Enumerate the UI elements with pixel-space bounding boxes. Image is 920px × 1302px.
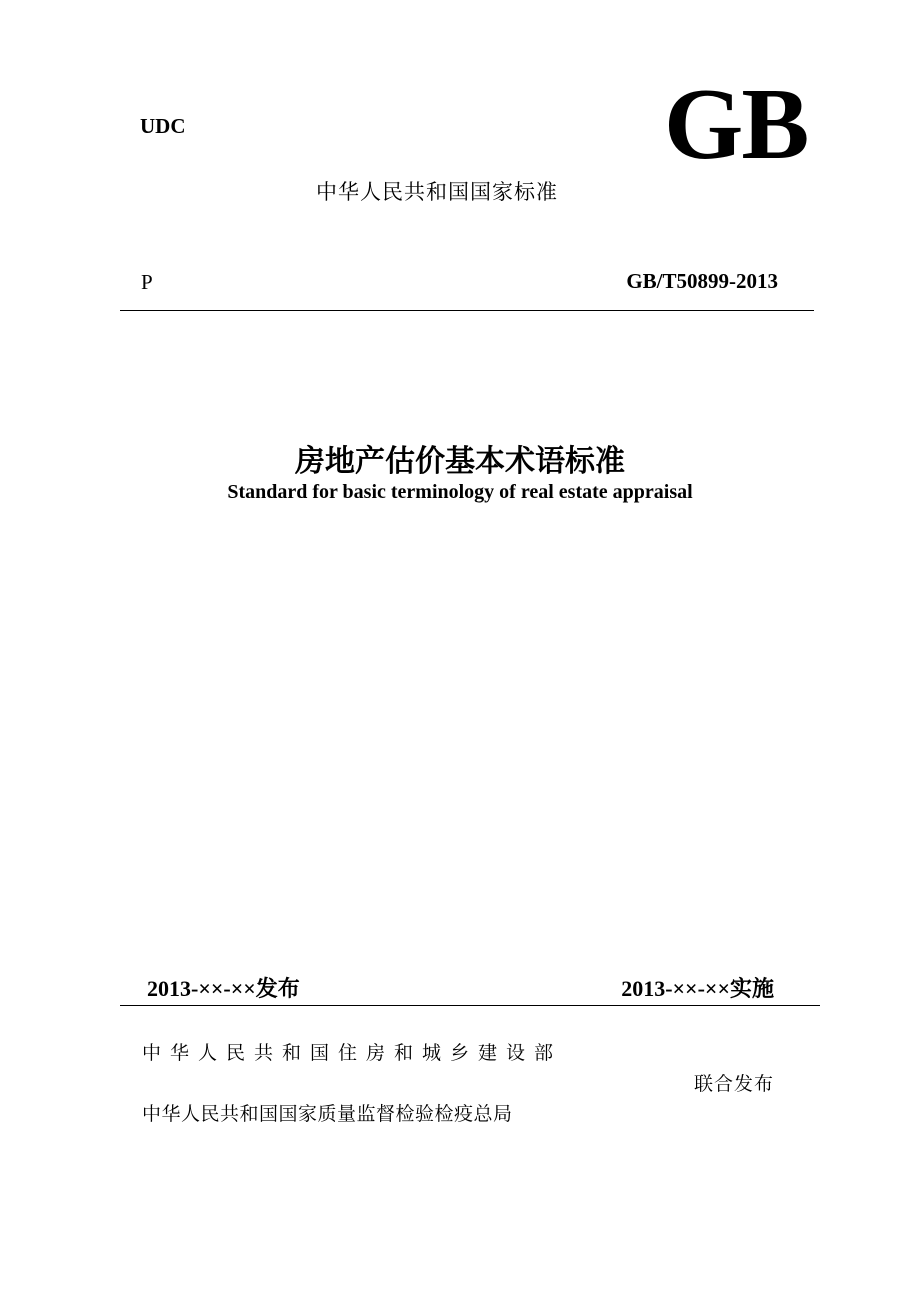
document-title-chinese: 房地产估价基本术语标准: [295, 444, 625, 479]
udc-label: UDC: [140, 114, 186, 138]
issuer-administration: 中华人民共和国国家质量监督检验检疫总局: [142, 1103, 513, 1125]
issue-date: 2013-××-××发布: [147, 976, 300, 1001]
category-code: P: [141, 270, 153, 294]
issuer-ministry: 中华人民共和国住房和城乡建设部: [142, 1042, 563, 1064]
document-title-english: Standard for basic terminology of real estate appraisal: [227, 481, 693, 503]
standard-number: GB/T50899-2013: [626, 269, 778, 293]
footer-divider: [120, 1005, 820, 1006]
standard-authority: 中华人民共和国国家标准: [316, 180, 558, 204]
header-divider: [120, 310, 814, 311]
joint-issue-label: 联合发布: [694, 1073, 775, 1095]
effective-date: 2013-××-××实施: [621, 976, 774, 1001]
gb-mark: GB: [664, 68, 808, 181]
